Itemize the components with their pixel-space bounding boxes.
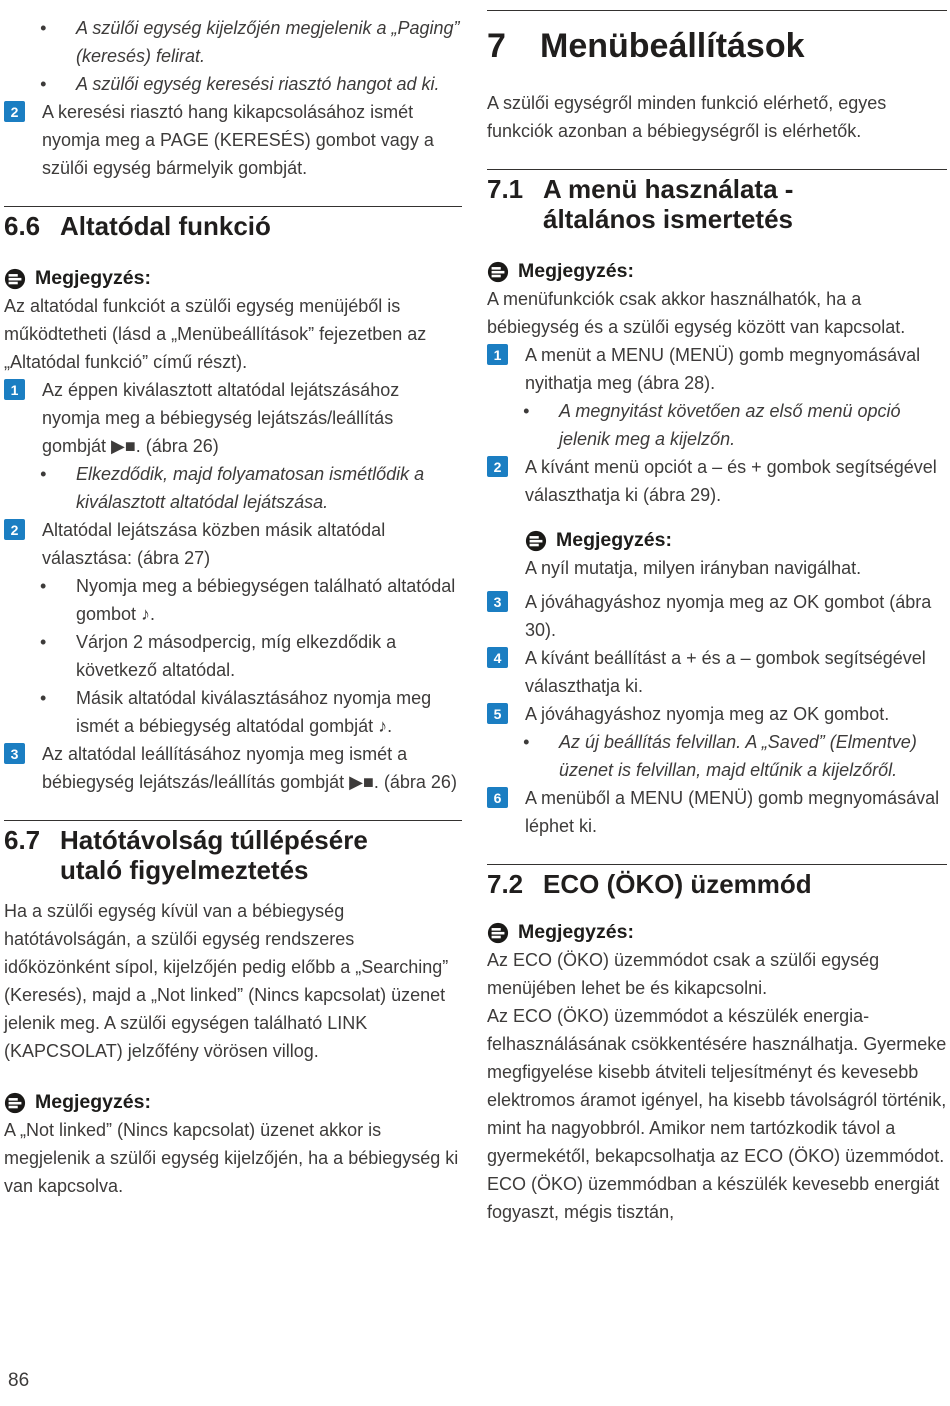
section-heading: [487, 869, 947, 899]
step-text: Az altatódal leállításához nyomja meg ismét a bébiegység lejátszás/leállítás gombját ▶■. (ábra 26): [42, 744, 457, 792]
step-item: [487, 453, 947, 509]
step-number-badge: 5: [487, 703, 508, 724]
bullet-text: • A szülői egység keresési riasztó hangot ad ki.: [76, 74, 440, 94]
list-item: [487, 728, 947, 784]
step-text: A kívánt beállítást a + és a – gombok segítségével választhatja ki.: [525, 648, 926, 696]
chapter-heading: [487, 27, 947, 65]
section-7-1: [487, 169, 947, 840]
section-6-6: [4, 206, 462, 796]
step-item: [487, 644, 947, 700]
step-text: A jóváhagyáshoz nyomja meg az OK gombot.: [525, 704, 890, 724]
step-text: Az éppen kiválasztott altatódal lejátszásához nyomja meg a bébiegység lejátszás/leállítás gombját ▶■. (ábra 26): [42, 380, 400, 456]
note-header: [487, 260, 947, 283]
step-text: A keresési riasztó hang kikapcsolásához ismét nyomja meg a PAGE (KERESÉS) gombot vagy a szülői egység bármelyik gombját.: [42, 102, 434, 178]
bullet-text: • Nyomja meg a bébiegységen található altatódal gombot ♪.: [76, 576, 456, 624]
note-header: [487, 921, 947, 944]
paging-result-bullets: [4, 14, 462, 98]
bullet-text: • Elkezdődik, majd folyamatosan ismétlődik a kiválasztott altatódal lejátszása.: [76, 464, 425, 512]
step-item: [487, 588, 947, 644]
note-icon: [4, 1092, 26, 1114]
bullet-text: • Másik altatódal kiválasztásához nyomja meg ismét a bébiegység altatódal gombját ♪.: [76, 688, 432, 736]
step-number-badge: 2: [4, 101, 25, 122]
note-icon: [525, 530, 547, 552]
step-item: [4, 376, 462, 460]
list-item: [4, 70, 462, 98]
section-title: Hatótávolság túllépésére utaló figyelmeztetés: [60, 825, 368, 885]
list-item: [487, 397, 947, 453]
paragraph: Az ECO (ÖKO) üzemmódot a készülék energia-felhasználásának csökkentésére használhatja. Gyermeke megfigyelése kisebb átviteli teljesítményt és kevesebb elektromos áramot igényel, ha kisebb távolságról történik, mint ha nagyobbról. Amikor nem tartózkodik távol a gyermekétől, bekapcsolhatja az ECO (ÖKO) üzemmódot. ECO (ÖKO) üzemmódban a készülék kevesebb energiát fogyaszt, mégis tisztán,: [487, 1006, 947, 1222]
step-text: A jóváhagyáshoz nyomja meg az OK gombot (ábra 30).: [525, 592, 932, 640]
step-item: [4, 98, 462, 182]
section-title: A menü használata - általános ismertetés: [543, 174, 794, 234]
bullet-text: • Várjon 2 másodpercig, míg elkezdődik a következő altatódal.: [76, 632, 397, 680]
note-block: [487, 260, 947, 341]
note-label: Megjegyzés:: [518, 921, 634, 943]
bullet-text: • Az új beállítás felvillan. A „Saved” (Elmentve) üzenet is felvillan, majd eltűnik a kijelzőről.: [559, 732, 917, 780]
bullet-text: • A megnyitást követően az első menü opció jelenik meg a kijelzőn.: [559, 401, 901, 449]
step-number-badge: 1: [487, 344, 508, 365]
step-number-badge: 1: [4, 379, 25, 400]
list-item: [4, 572, 462, 628]
note-label: Megjegyzés:: [556, 529, 672, 551]
list-item: [4, 14, 462, 70]
note-icon: [487, 922, 509, 944]
section-heading: [4, 825, 462, 885]
section-number: 7.1: [487, 174, 524, 204]
step-item: [4, 740, 462, 796]
note-text: Az altatódal funkciót a szülői egység menüjéből is működtetheti (lásd a „Menübeállítások” fejezetben az „Altatódal funkció” című részt).: [4, 296, 427, 372]
note-text: A „Not linked” (Nincs kapcsolat) üzenet akkor is megjelenik a szülői egység kijelzőjén, ha a bébiegység ki van kapcsolva.: [4, 1120, 459, 1196]
bullet-text: • A szülői egység kijelzőjén megjelenik a „Paging” (keresés) felirat.: [76, 18, 460, 66]
step-number-badge: 3: [487, 591, 508, 612]
step-number-badge: 2: [487, 456, 508, 477]
section-title: ECO (ÖKO) üzemmód: [543, 869, 812, 899]
chapter-title: Menübeállítások: [540, 27, 805, 65]
section-title: Altatódal funkció: [60, 211, 271, 241]
left-column: [4, 4, 462, 1226]
list-item: [4, 460, 462, 516]
note-icon: [4, 268, 26, 290]
step-item: [487, 341, 947, 397]
note-header: [4, 1091, 462, 1114]
step-text: A menüt a MENU (MENÜ) gomb megnyomásával nyithatja meg (ábra 28).: [525, 345, 921, 393]
note-header: [525, 529, 947, 552]
list-item: [4, 628, 462, 684]
note-block: [525, 529, 947, 582]
note-block: [487, 921, 947, 1002]
step-number-badge: 6: [487, 787, 508, 808]
step-text: A menüből a MENU (MENÜ) gomb megnyomásával léphet ki.: [525, 788, 940, 836]
section-heading: [4, 211, 462, 241]
note-label: Megjegyzés:: [35, 1091, 151, 1113]
note-label: Megjegyzés:: [518, 260, 634, 282]
step-number-badge: 2: [4, 519, 25, 540]
section-number: 7.2: [487, 869, 524, 899]
step-number-badge: 4: [487, 647, 508, 668]
page-number: 86: [8, 1370, 30, 1391]
step-text: Altatódal lejátszása közben másik altatódal választása: (ábra 27): [42, 520, 386, 568]
step-number-badge: 3: [4, 743, 25, 764]
paragraph: A szülői egységről minden funkció elérhető, egyes funkciók azonban a bébiegységről is elérhetők.: [487, 93, 887, 141]
paragraph: Ha a szülői egység kívül van a bébiegység hatótávolságán, a szülői egység rendszeres időközönként sípol, kijelzőjén pedig előbb a „Searching” (Keresés), majd a „Not linked” (Nincs kapcsolat) üzenet jelenik meg. A szülői egységen található LINK (KAPCSOLAT) jelzőfény vörösen villog.: [4, 901, 449, 1061]
note-text: A nyíl mutatja, milyen irányban navigálhat.: [525, 558, 862, 578]
chapter-7: [487, 10, 947, 145]
note-block: [4, 267, 462, 376]
section-number: 6.6: [4, 211, 41, 241]
right-column: [487, 4, 947, 1226]
step-item: [487, 700, 947, 728]
list-item: [4, 684, 462, 740]
chapter-number: 7: [487, 27, 506, 65]
section-7-2: [487, 864, 947, 1226]
step-text: A kívánt menü opciót a – és + gombok segítségével választhatja ki (ábra 29).: [525, 457, 937, 505]
note-header: [4, 267, 462, 290]
note-block: [4, 1091, 462, 1200]
step-item: [4, 516, 462, 572]
note-label: Megjegyzés:: [35, 267, 151, 289]
section-6-7: [4, 820, 462, 1200]
note-icon: [487, 261, 509, 283]
note-text: A menüfunkciók csak akkor használhatók, ha a bébiegység és a szülői egység között van kapcsolat.: [487, 289, 906, 337]
step-item: [487, 784, 947, 840]
note-text: Az ECO (ÖKO) üzemmódot csak a szülői egység menüjében lehet be és kikapcsolni.: [487, 950, 880, 998]
section-number: 6.7: [4, 825, 41, 855]
section-heading: [487, 174, 947, 234]
